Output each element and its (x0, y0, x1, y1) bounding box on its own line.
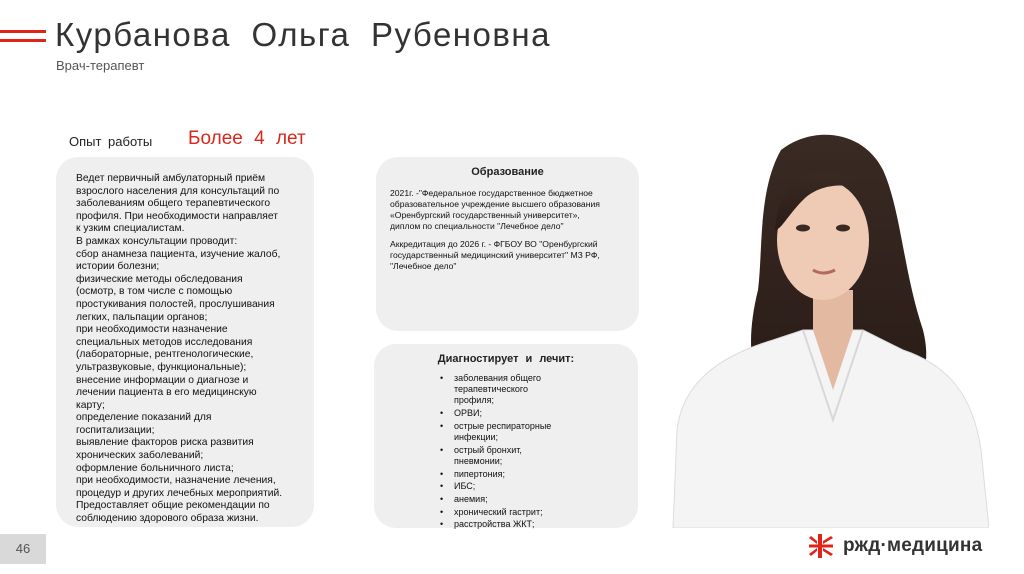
description-line: при необходимости назначение (76, 324, 228, 336)
education-entry-diploma (390, 188, 625, 232)
brand-logo (807, 531, 982, 561)
rzd-logo-icon (807, 532, 835, 560)
description-line: В рамках консультации проводит: (76, 235, 238, 247)
diagnosis-item: • ОРВИ; (454, 408, 564, 419)
diagnosis-item: • заболевания общего терапевтического профиля; (454, 373, 564, 407)
description-line: профиля. При необходимости направляет (76, 210, 278, 222)
description-line: оформление больничного листа; (76, 462, 234, 474)
description-line: определение показаний для (76, 412, 212, 424)
diagnosis-item: • острые респираторные инфекции; (454, 421, 564, 443)
diagnosis-item: • анемия; (454, 494, 564, 505)
diagnoses-list (374, 373, 638, 531)
description-line: выявление факторов риска развития (76, 437, 254, 449)
page-number: 46 (0, 534, 46, 564)
diagnosis-item: • пипертония; (454, 469, 564, 480)
description-card (56, 157, 314, 527)
diagnosis-item: • расстройства ЖКТ; (454, 519, 564, 530)
description-text (76, 173, 304, 526)
description-line: заболеваниям общего терапевтического (76, 198, 271, 210)
description-line: карту; (76, 399, 105, 411)
description-line: процедур и других лечебных мероприятий. (76, 487, 283, 499)
description-line: Предоставляет общие рекомендации по (76, 500, 270, 512)
description-line: легких, пальпации органов; (76, 311, 208, 323)
education-line: «Оренбургский государственный университет», (390, 210, 580, 220)
diagnosis-item: • хронический гастрит; (454, 507, 564, 518)
description-line: физические методы обследования (76, 273, 243, 285)
description-line: к узким специалистам. (76, 223, 185, 235)
education-line: диплом по специальности "Лечебное дело" (390, 221, 564, 231)
description-line: ультразвуковые, функциональные); (76, 361, 247, 373)
description-line: при необходимости, назначение лечения, (76, 475, 276, 487)
description-line: взрослого населения для консультаций по (76, 185, 280, 197)
description-line: сбор анамнеза пациента, изучение жалоб, (76, 248, 281, 260)
page-title: Курбанова Ольга Рубеновна (55, 16, 551, 53)
description-line: (осмотр, в том числе с помощью (76, 286, 233, 298)
description-line: специальных методов исследования (76, 336, 253, 348)
doctor-photo (663, 130, 989, 528)
education-line: 2021г. -"Федеральное государственное бюджетное (390, 188, 593, 198)
education-line: государственный медицинский университет" МЗ РФ, (390, 250, 600, 260)
description-line: внесение информации о диагнозе и (76, 374, 249, 386)
education-entry-accreditation (390, 239, 625, 272)
description-line: соблюдению здорового образа жизни. (76, 513, 259, 525)
description-line: (лабораторные, рентгенологические, (76, 349, 254, 361)
experience-label: Опыт работы (69, 134, 153, 149)
diagnoses-title: Диагностирует и лечит: (437, 353, 575, 365)
description-line: Ведет первичный амбулаторный приём (76, 173, 266, 184)
education-line: образовательное учреждение высшего образования (390, 199, 600, 209)
diagnosis-item: • острый бронхит, пневмонии; (454, 445, 564, 467)
education-title: Образование (471, 166, 544, 178)
experience-value: Более 4 лет (188, 128, 306, 149)
accent-bars (0, 30, 46, 42)
description-line: госпитализации; (76, 424, 155, 436)
page-subtitle: Врач-терапевт (56, 58, 145, 73)
education-line: Аккредитация до 2026 г. - ФГБОУ ВО "Оренбургский (390, 239, 598, 249)
diagnosis-item: • ИБС; (454, 481, 564, 492)
brand-name: ржд·медицина (843, 535, 983, 556)
diagnoses-card (374, 344, 638, 528)
description-line: лечении пациента в его медицинскую (76, 387, 257, 399)
description-line: хронических заболеваний; (76, 450, 204, 462)
description-line: истории болезни; (76, 261, 160, 273)
education-card (376, 157, 639, 331)
education-line: "Лечебное дело" (390, 261, 457, 271)
description-line: простукивания полостей, прослушивания (76, 298, 275, 310)
